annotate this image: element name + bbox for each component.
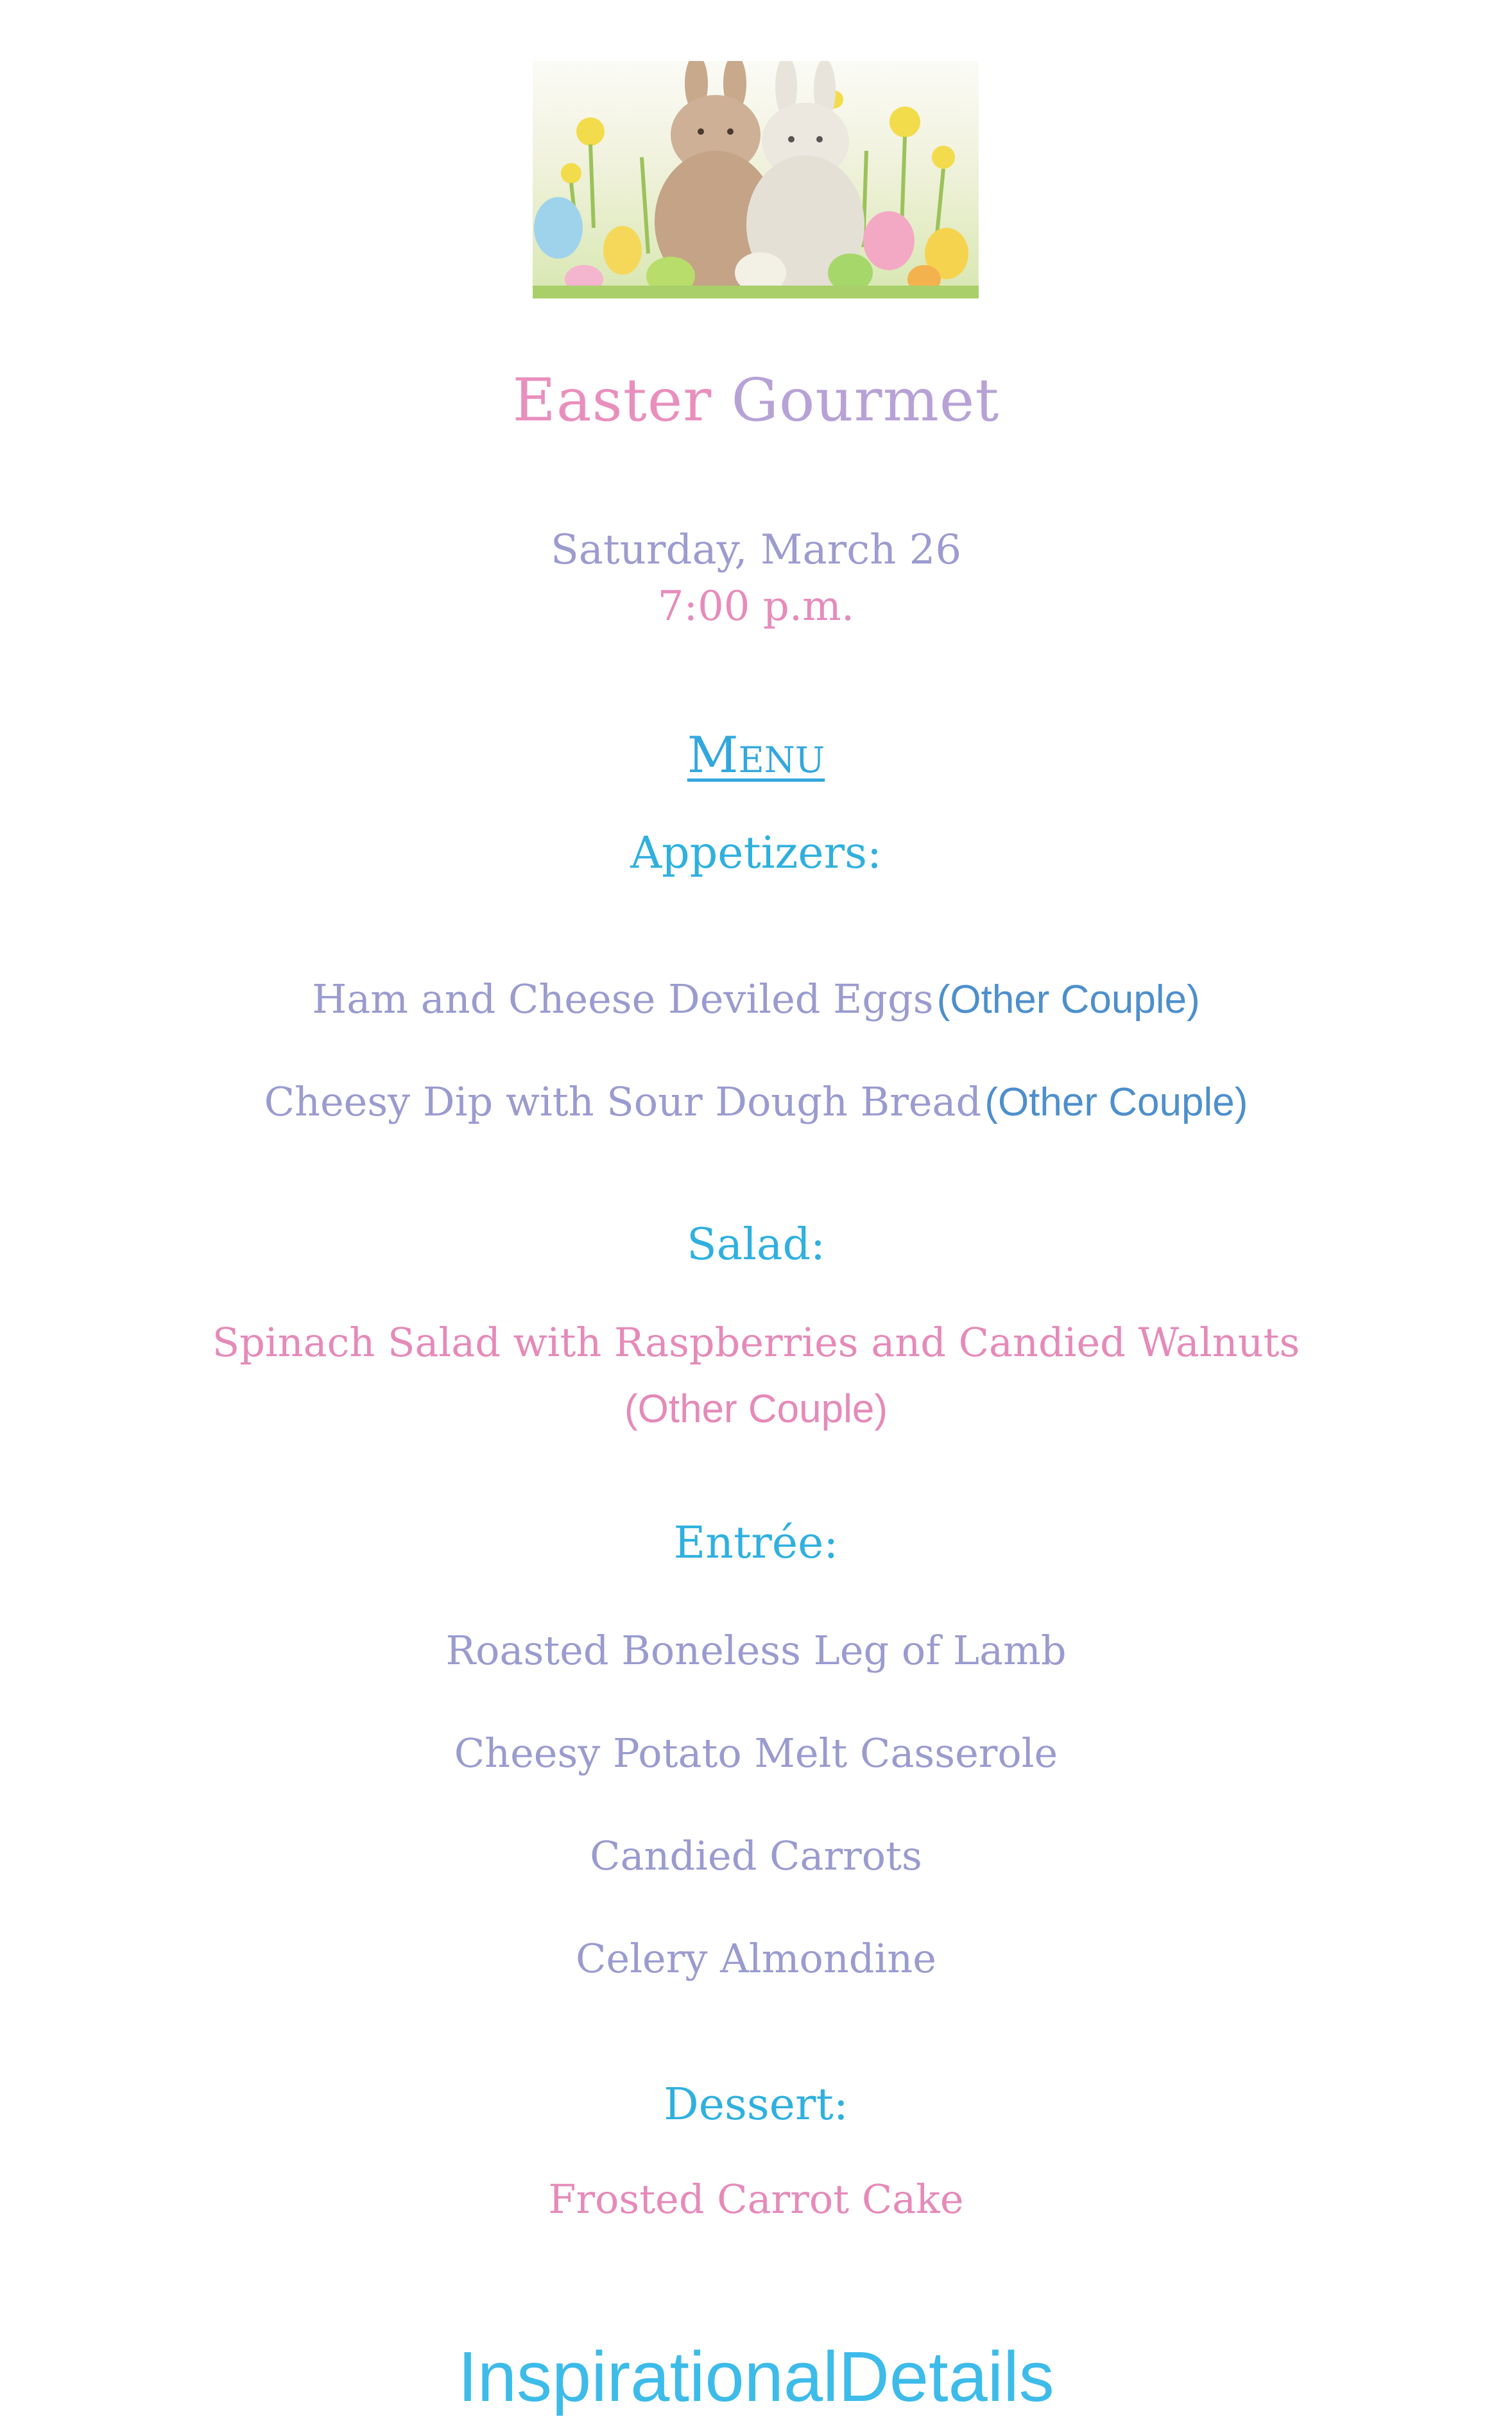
menu-item-name: Cheesy Potato Melt Casserole (454, 1730, 1058, 1776)
section-heading-appetizers: Appetizers: (630, 828, 882, 879)
section-heading-salad: Salad: (687, 1219, 825, 1270)
section-heading-dessert: Dessert: (664, 2079, 848, 2130)
menu-item-name: Frosted Carrot Cake (548, 2176, 964, 2223)
watermark-text: InspirationalDetails (458, 2337, 1054, 2416)
event-date: Saturday, March 26 (550, 526, 962, 574)
menu-item-name: Candied Carrots (590, 1832, 922, 1879)
menu-item-note: (Other Couple) (624, 1387, 888, 1431)
event-title (0, 366, 1512, 434)
menu-item-note: (Other Couple) (984, 1080, 1248, 1124)
menu-item-name: Roasted Boneless Leg of Lamb (445, 1627, 1067, 1674)
section-heading-entree: Entrée: (673, 1518, 839, 1569)
menu-item-name: Ham and Cheese Deviled Eggs (312, 976, 934, 1022)
menu-item-name: Cheesy Dip with Sour Dough Bread (264, 1078, 982, 1125)
menu-item (0, 976, 1512, 1022)
menu-heading: Menu (687, 727, 825, 784)
menu-item-name: Spinach Salad with Raspberries and Candied Walnuts (212, 1319, 1300, 1366)
menu-item (0, 1078, 1512, 1125)
event-time: 7:00 p.m. (657, 583, 855, 630)
bunnies-eggs-illustration (533, 61, 979, 298)
easter-bunnies-image (533, 61, 979, 298)
menu-item-name: Celery Almondine (576, 1935, 936, 1982)
title-word-2: Gourmet (731, 366, 1000, 434)
menu-item-note: (Other Couple) (936, 977, 1200, 1022)
title-word-1: Easter (512, 366, 712, 434)
